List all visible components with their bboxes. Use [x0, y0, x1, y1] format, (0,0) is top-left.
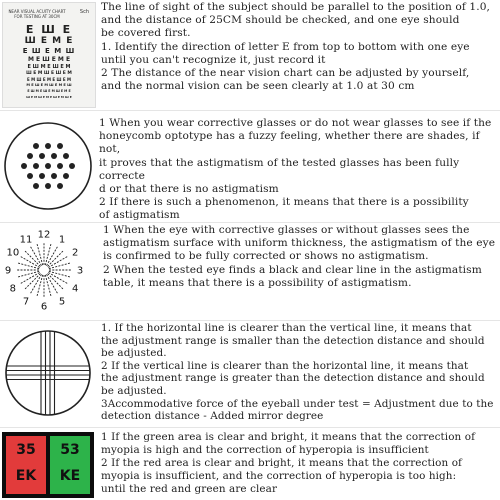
clock-number: 3 [76, 265, 84, 277]
red-letters: EK [15, 468, 37, 484]
clock-number: 10 [6, 247, 20, 259]
astigmatism-dial-image [2, 226, 94, 322]
clock-number: 1 [58, 234, 66, 246]
e-row: M E Ш E M E [27, 56, 71, 63]
section-3-text: 1 When the eye with corrective glasses or without glasses sees the astigmatism surface with uniform thickness, the astigmatism of the eye is confirmed to be fully corrected or shows no astigmatism. 2 When the tested eye finds a black and clear line in the astigmatism table, it means that there is a possibility of astigmatism. [103, 224, 496, 289]
clock-number: 5 [58, 296, 66, 308]
astigmatism-ray [47, 247, 58, 266]
astigmatism-ray [21, 257, 40, 268]
divider [0, 320, 500, 321]
green-area [50, 436, 90, 494]
red-area [6, 436, 46, 494]
clock-number: 9 [4, 265, 12, 277]
section-4-text: 1. If the horizontal line is clearer than the vertical line, it means that the adjustment range is smaller than the detection distance and should be adjusted. 2 If the vertical line is clearer than the horizontal line, it means that the adjustment range is greater than the detection distance and should be adjusted. 3Accommodative force of the eyeball under test = Adjustment due to the detection distance - Added mirror degree [101, 322, 494, 423]
clock-number: 2 [71, 247, 79, 259]
astigmatism-ray [25, 274, 41, 290]
chart-subtitle: FOR TESTING AT 30CM [14, 14, 60, 19]
near-vision-chart-image [2, 2, 96, 108]
e-row: E Ш E [25, 23, 73, 36]
e-row: M E Ш E M Ш E M E Ш [26, 83, 72, 87]
chart-logo: Sch [79, 9, 89, 15]
honeycomb-chart-image [2, 114, 94, 218]
e-row: E Ш E M Ш [22, 47, 76, 55]
chart-title: NEAR VISUAL ACUITY CHART [8, 9, 66, 14]
astigmatism-ray [48, 251, 64, 267]
divider [0, 110, 500, 111]
green-letters: KE [59, 468, 81, 484]
clock-number: 12 [37, 229, 51, 241]
clock-number: 6 [40, 301, 48, 313]
astigmatism-ray [47, 274, 58, 293]
red-green-chart-image [2, 432, 94, 498]
astigmatism-ray [48, 257, 67, 268]
e-row: Ш E M E [24, 36, 74, 46]
clock-number: 4 [71, 283, 79, 295]
e-row: Ш E M Ш E M E Ш E M Ш E [26, 95, 72, 99]
divider [0, 427, 500, 428]
section-2-text: 1 When you wear corrective glasses or do not wear glasses to see if the honeycomb optotype has a fuzzy feeling, whether there are shades, if not, it proves that the astigmatism of the tested glasses has been fully correcte d or that there is no astigmatism 2 If there is such a phenomenon, it means that there is a possibility of astigmatism [99, 117, 492, 222]
section-5-text: 1 If the green area is clear and bright, it means that the correction of myopia is high and the correction of hyperopia is insufficient 2 If the red area is clear and bright, it means that the correction of myopia is insufficient, and the correction of hyperopia is too high: until the red and green are clear [101, 431, 476, 495]
green-numbers: 53 [60, 442, 80, 458]
red-numbers: 35 [16, 442, 36, 458]
astigmatism-ray [31, 274, 42, 293]
astigmatism-ray [48, 274, 64, 290]
e-row: Ш E M Ш E Ш E M [26, 71, 72, 76]
e-row: E Ш M E Ш E M [27, 64, 71, 70]
clock-number: 8 [9, 283, 17, 295]
e-row: E Ш M E Ш E M Ш E M E [27, 89, 71, 93]
astigmatism-ray [48, 273, 67, 284]
cross-cylinder-image [2, 324, 94, 422]
section-1-text: The line of sight of the subject should be parallel to the position of 1.0, and the distance of 25CM should be checked, and one eye should be covered first. 1. Identify the direction of letter E from top to bottom with one eye until you can't recognize it, just record it 2 The distance of the near vision chart can be adjusted by yourself, and the normal vision can be seen clearly at 1.0 at 30 cm [101, 1, 491, 93]
e-row: E M Ш E M E Ш E M [27, 77, 71, 82]
clock-number: 11 [19, 234, 33, 246]
divider [0, 222, 500, 223]
astigmatism-ray [31, 247, 42, 266]
astigmatism-ray [25, 251, 41, 267]
clock-number: 7 [22, 296, 30, 308]
astigmatism-ray [21, 273, 40, 284]
